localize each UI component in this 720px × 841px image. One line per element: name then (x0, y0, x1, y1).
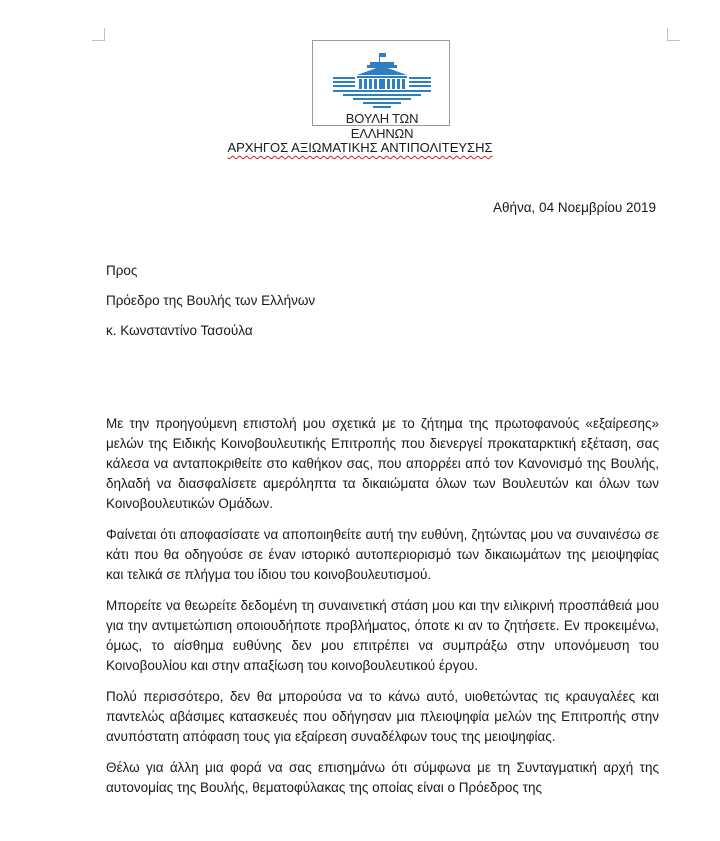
paragraph-2: Φαίνεται ότι αποφασίσατε να αποποιηθείτε αυτή την ευθύνη, ζητώντας μου να συναινέσω σε κάτι που θα οδηγούσε σε έναν ιστορικό αυτοπεριορισμό των δικαιωμάτων της μειοψηφίας και τελικά σε πλήγμα του ίδιου του κοινοβουλευτισμού. (106, 527, 659, 582)
recipient-line-3: κ. Κωνσταντίνο Τασούλα (106, 323, 253, 338)
crop-mark-top-right (667, 28, 680, 41)
recipient-line-2: Πρόεδρο της Βουλής των Ελλήνων (106, 293, 316, 308)
party-line (0, 140, 720, 155)
logo-caption: ΒΟΥΛΗ ΤΩΝ ΕΛΛΗΝΩΝ (345, 111, 419, 141)
crop-mark-top-left (92, 28, 105, 41)
paragraph-4: Πολύ περισσότερο, δεν θα μπορούσα να το κάνω αυτό, υιοθετώντας τις κραυγαλέες και παντελώς αβάσιμες κατασκευές που οδήγησαν μια πλειοψηφία μελών της Επιτροπής στην ανυπόστατη απόφαση τους για εξαίρεση συναδέλφων τους της μειοψηφίας. (106, 689, 659, 744)
parliament-building-icon (333, 51, 431, 109)
recipient-line-1: Προς (106, 263, 138, 278)
letter-date: Αθήνα, 04 Νοεμβρίου 2019 (492, 200, 656, 215)
paragraph-1: Με την προηγούμενη επιστολή μου σχετικά με το ζήτημα της πρωτοφανούς «εξαίρεσης» μελών της Ειδικής Κοινοβουλευτικής Επιτροπής που διενεργεί προκαταρκτική εξέταση, σας κάλεσα να ανταποκριθείτε στο καθήκον σας, που απορρέει από τον Κανονισμό της Βουλής, δηλαδή να διασφαλίσετε αμερόληπτα τα δικαιώματα όλων των Βουλευτών και όλων των Κοινοβουλευτικών Ομάδων. (106, 416, 659, 511)
paragraph-3: Μπορείτε να θεωρείτε δεδομένη τη συναινετική στάση μου και την ειλικρινή προσπάθειά μου για την αντιμετώπιση οποιουδήποτε προβλήματος, όποτε κι αν το ζητήσετε. Εν προκειμένω, όμως, το αίσθημα ευθύνης δεν μου επιτρέπει να συμπράξω στην υπονόμευση του Κοινοβουλίου και στην απαξίωση του κοινοβουλευτικού έργου. (106, 598, 659, 673)
paragraph-5: Θέλω για άλλη μια φορά να σας επισημάνω ότι σύμφωνα με τη Συνταγματική αρχή της αυτονομίας της Βουλής, θεματοφύλακας της οποίας είναι ο Πρόεδρος της (106, 760, 659, 795)
letterhead-logo (312, 40, 450, 141)
letter-body (106, 414, 659, 809)
party-line-text: ΑΡΧΗΓΟΣ ΑΞΙΩΜΑΤΙΚΗΣ ΑΝΤΙΠΟΛΙΤΕΥΣΗΣ (227, 140, 493, 155)
